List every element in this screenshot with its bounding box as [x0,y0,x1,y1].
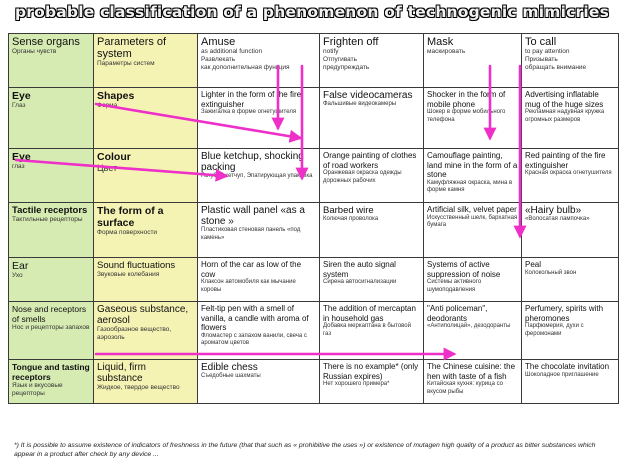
cell-text: The Chinese cuisine: the hen with taste of a fish [427,362,516,381]
cell-text: Mask [427,36,454,48]
parameter-cell [94,88,198,149]
amuse-cell [198,88,320,149]
cell-text: Оранжевая окраска одежды дорожных рабочих [323,170,402,184]
mask-cell [424,149,522,203]
cell-text: Параметры систем [97,60,155,67]
cell-text: «Антиполицай», дезодоранты [427,323,511,329]
table-row [9,360,619,404]
organ-cell [9,302,94,360]
cell-text: «Hairy bulb» [525,205,582,216]
cell-text: Artificial silk, velvet paper [427,205,517,214]
cell-text: Рекламная надувная кружка огромных размеров [525,109,605,123]
cell-text: Orange painting of clothes of road workers [323,151,417,170]
cell-text: Звуковые колебания [97,271,160,278]
cell-text: "Anti policeman", deodorants [427,304,488,323]
cell-text: Parameters of system [97,36,167,60]
frighten-cell [320,258,424,302]
cell-text: Красная окраска огнетушителя [525,170,612,176]
cell-text: To call [525,36,557,48]
header-parameters [94,34,198,88]
cell-text: Peal [525,260,542,269]
cell-text: Органы чувств [12,48,57,55]
cell-text: Нос и рецепторы запахов [12,324,90,331]
cell-text: Nose and receptors of smells [12,304,87,324]
cell-text: Barbed wire [323,205,374,216]
cell-text: Язык и вкусовые рецепторы [12,382,63,397]
cell-text: Клаксон автомобиля как мычание коровы [201,279,296,293]
cell-text: Газообразное вещество, аэрозоль [97,326,172,341]
cell-text: Китайская кухня: курица со вкусом рыбы [427,381,503,395]
cell-text: Нет хорошего примера* [323,381,390,387]
cell-text: Ear [12,260,29,272]
amuse-cell [198,302,320,360]
cell-text: False videocameras [323,90,413,101]
frighten-cell [320,302,424,360]
amuse-cell [198,258,320,302]
table-header-row [9,34,619,88]
cell-text: Отпугивать [323,56,358,63]
cell-text: Колючая проволока [323,216,379,222]
table-row [9,258,619,302]
cell-text: The form of a surface [97,205,164,229]
cell-text: Colour [97,151,131,163]
header-to-call [522,34,619,88]
amuse-cell [198,360,320,404]
cell-text: Sense organs [12,36,80,48]
cell-text: Siren the auto signal system [323,260,396,279]
cell-text: Призывать [525,56,558,63]
cell-text: Felt-tip pen with a smell of vanilla, a candle with aroma of flowers [201,304,309,332]
cell-text: маскировать [427,48,466,55]
cell-text: The chocolate invitation [525,362,610,371]
mask-cell [424,258,522,302]
cell-text: There is no example* (only Russian expires) [323,362,419,381]
organ-cell [9,88,94,149]
table-row [9,149,619,203]
mask-cell [424,302,522,360]
cell-text: обращать внимание [525,64,587,71]
cell-text: Blue ketchup, shocking packing [201,151,304,173]
parameter-cell [94,203,198,258]
cell-text: Advertising inflatable mug of the huge sizes [525,90,604,109]
cell-text: Shapes [97,90,135,102]
cell-text: Съедобные шахматы [201,373,261,379]
cell-text: Искусственный шелк, бархатная бумага [427,214,518,228]
cell-text: Глаз [12,102,26,109]
cell-text: Gaseous substance, aerosol [97,304,189,326]
cell-text: Системы активного шумоподавления [427,279,482,293]
cell-text: «Волосатая лампочка» [525,216,590,222]
cell-text: Голубой кетчуп, Эпатирующая упаковка [201,173,313,179]
table-row [9,302,619,360]
call-cell [522,258,619,302]
cell-text: as additional function [201,48,263,55]
cell-text: Добавка меркаптана в бытовой газ [323,323,411,337]
table-row [9,88,619,149]
cell-text: Amuse [201,36,236,48]
cell-text: to pay attention [525,48,570,55]
cell-text: Тактильные рецепторы [12,216,83,223]
cell-text: Eye [12,90,31,102]
cell-text: Зажигалка в форме огнетушителя [201,109,297,115]
cell-text: The addition of mercaptan in household gas [323,304,416,323]
amuse-cell [198,203,320,258]
cell-text: предупреждать [323,64,370,71]
frighten-cell [320,203,424,258]
frighten-cell [320,88,424,149]
header-amuse [198,34,320,88]
cell-text: Фломастер с запахом ванили, свеча с ароматом цветов [201,332,307,346]
parameter-cell [94,258,198,302]
header-mask [424,34,522,88]
cell-text: Edible chess [201,362,258,373]
parameter-cell [94,360,198,404]
frighten-cell [320,360,424,404]
header-frighten-off [320,34,424,88]
cell-text: Red painting of the fire extinguisher [525,151,606,170]
cell-text: Камуфляжная окраска, мина в форме камня [427,179,513,193]
cell-text: Колокольный звон [525,269,577,276]
cell-text: Шоколадное приглашение [525,371,599,378]
cell-text: Ухо [12,272,23,279]
footnote: *) It is possible to assume existence of indicators of freshness in the future (that that such as « prohibitive the uses ») or existence of mutagen high quality of a product as bitter substances which appear in a product after check by any device ... [14,442,596,458]
parameter-cell [94,149,198,203]
cell-text: Цвет [97,163,118,173]
table-row [9,203,619,258]
cell-text: Horn of the car as low of the cow [201,260,302,279]
cell-text: Liquid, firm substance [97,362,146,384]
parameter-cell [94,302,198,360]
call-cell [522,203,619,258]
mask-cell [424,360,522,404]
call-cell [522,302,619,360]
cell-text: Жидкое, твердое вещество [97,384,180,391]
cell-text: Perfumery, spirits with pheromones [525,304,604,323]
cell-text: Сирена автосигнализации [323,279,397,285]
cell-text: Фальшивые видеокамеры [323,101,397,107]
cell-text: Eye [12,151,31,163]
cell-text: Развлекать [201,56,236,63]
amuse-cell [198,149,320,203]
organ-cell [9,149,94,203]
cell-text: Camouflage painting, land mine in the form of a stone [427,151,518,179]
mask-cell [424,203,522,258]
cell-text: Tongue and tasting receptors [12,362,90,382]
cell-text: Парфюмерия, духи с феромонами [525,323,584,337]
organ-cell [9,258,94,302]
page-title: probable classification of a phenomenon of technogenic mimicries [14,3,609,21]
cell-text: Shocker in the form of mobile phone [427,90,506,109]
cell-text: Форма поверхности [97,229,158,236]
cell-text: Шокер в форме мобильного телефона [427,109,506,123]
header-sense-organs [9,34,94,88]
classification-table [8,33,619,404]
cell-text: Tactile receptors [12,205,88,216]
cell-text: Sound fluctuations [97,260,176,271]
cell-text: notify [323,48,339,55]
mask-cell [424,88,522,149]
cell-text: Lighter in the form of the fire extinguisher [201,90,302,109]
cell-text: Systems of active suppression of noise [427,260,501,279]
cell-text: глаз [12,163,25,170]
call-cell [522,88,619,149]
cell-text: Frighten off [323,36,379,48]
organ-cell [9,203,94,258]
cell-text: Plastic wall panel «as a stone » [201,205,305,227]
organ-cell [9,360,94,404]
call-cell [522,149,619,203]
frighten-cell [320,149,424,203]
cell-text: Пластиковая стеновая панель «под камень» [201,227,301,241]
call-cell [522,360,619,404]
cell-text: Форма [97,102,118,109]
cell-text: как дополнительная функция [201,64,290,71]
